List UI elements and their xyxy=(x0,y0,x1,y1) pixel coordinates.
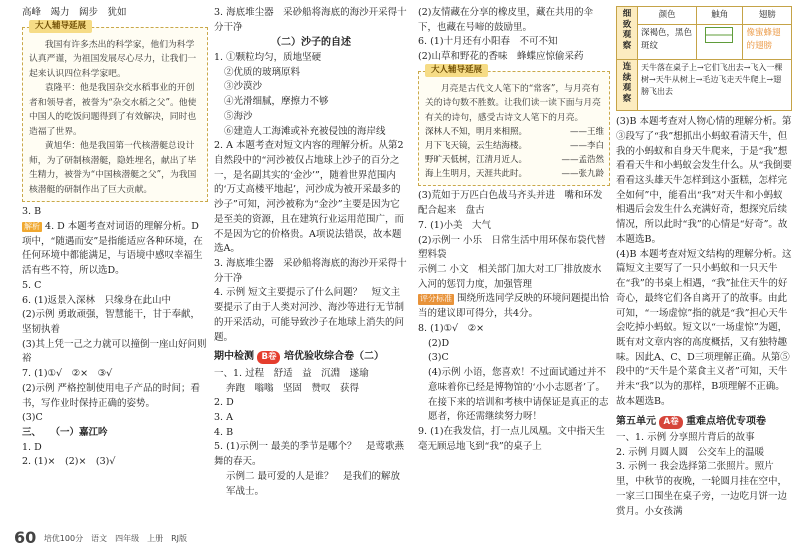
answer-line: 1. ①颗粒均匀，质地坚硬 xyxy=(214,51,322,63)
answer-line: ④光滑细腻，摩擦力不够 xyxy=(224,96,329,108)
answer-line: 6. (1)返景入深林 只缘身在此山中 xyxy=(22,294,172,306)
table-header: 翅膀 xyxy=(743,7,792,25)
analysis-tag: 解析 xyxy=(24,221,40,231)
answer-line: 4. B xyxy=(214,426,234,438)
footer-text: 培优100分 语文 四年级 上册 RJ版 xyxy=(43,534,187,544)
poem-text: 海上生明月，天涯共此时。 xyxy=(425,169,528,180)
scoring-text: 围绕所选同学反映的环境问题提出恰当的建议即可得分，共4分。 xyxy=(418,293,610,320)
answer-line: 6. (1)十月还有小阳春 不可不知 xyxy=(418,36,558,48)
poem-line xyxy=(425,167,604,181)
exam-level-pill: B卷 xyxy=(257,351,280,364)
exam-title xyxy=(214,349,408,365)
answer-line: 1. D xyxy=(22,441,42,453)
answer-line: ⑥建造人工海滩或补充被侵蚀的海岸线 xyxy=(224,125,386,137)
answer-line: (4)示例 小语，您喜欢！不过面试通过并不意味着你已经是博物馆的‘小小志愿者’了。在接下来的培训和考核中请保证是真正的志愿者，你还需继续努力呀！ xyxy=(428,367,609,423)
answer-line: 2. A 本题考查对短文内容的理解分析。从第2自然段中的“河沙被仅占地球上沙子的百分之一，是名副其实的‘金沙’”，随着世界范围内的‘万丈高楼平地起’，河沙成为被开采最多的沙子”可知，河沙被称为“金沙”主要是因为它是至美的资源，且在建筑行业运用范围广，而不是因为它的价格贵。A项说法错误，故本题选A。 xyxy=(214,140,405,255)
answer-line: (2)示例一 小乐 日常生活中用环保布袋代替塑料袋 xyxy=(418,234,606,261)
answer-line: 5. C xyxy=(22,279,42,291)
answer-line: 示例二 最可爱的人是谁？ 是我们的解放军战士。 xyxy=(226,470,401,497)
answer-line: ⑤海沙 xyxy=(224,110,253,122)
subsection-title: （二）沙子的自述 xyxy=(271,37,351,49)
poem-line xyxy=(425,139,604,153)
poem-text: 深林人不知，明月来相照。 xyxy=(425,127,528,138)
answer-text: 4. D 本题考查对词语的理解分析。D项中，“随遇而安”是指能适应各种环境，在任何环境中都能满足，与语境中感叹幸福生活有些不符，所以选D。 xyxy=(22,220,203,277)
section-heading: 三、 （一）嘉江吟 xyxy=(22,427,108,438)
column-1 xyxy=(22,4,208,533)
answer-line xyxy=(22,220,208,279)
answer-line: (2)山草和野花的香味 蜂蝶应惊偷采药 xyxy=(418,51,584,63)
table-header: 颜色 xyxy=(638,7,697,25)
answer-line: 3. 海底堆尘器 采砂船将海底的海沙开采得十分干净 xyxy=(214,7,407,33)
poem-text: 月下飞天镜，云生结海楼。 xyxy=(425,141,528,152)
answer-line: 一、1. 示例 分享照片背后的故事 xyxy=(616,432,755,444)
box-title: 大人辅导延展 xyxy=(29,20,92,33)
answer-line: (3)荒如于万匹白色战马齐头并进 嘴和环发配合起来 盘古 xyxy=(418,190,603,217)
answer-line: 8. (1)①√ ②× xyxy=(418,322,485,334)
answer-line: 5. (1)示例一 最美的季节是哪个？ 是莺歌燕舞的春天。 xyxy=(214,441,405,468)
table-side-header: 细致观察 xyxy=(617,7,638,60)
box-paragraph: 我国有许多杰出的科学家，他们为科学认真严谨，为祖国发展尽心尽力，让我们一起来认识四位科学家吧。 xyxy=(29,39,197,79)
unit-level-pill: A卷 xyxy=(659,416,682,429)
column-3 xyxy=(418,4,610,533)
box-title: 大人辅导延展 xyxy=(425,64,488,77)
tutor-extension-box xyxy=(22,20,208,203)
answer-line: (2)示例 勇敢顽强，智慧能干，甘于奉献，坚韧执着 xyxy=(22,309,200,335)
answer-line xyxy=(418,292,610,321)
box-paragraph: 月亮是古代文人笔下的“常客”，与月亮有关的诗句数不胜数。让我们读一读下面与月亮有关的诗句，感受古诗文人笔下的月亮。 xyxy=(425,83,601,123)
answer-line: (3)C xyxy=(22,412,43,424)
poem-author: ——孟浩然 xyxy=(561,155,604,166)
answer-line: 一、1. 过程 舒适 益 沉淵 遂瑜 xyxy=(214,367,369,379)
answer-line: 4. 示例 短文主要提示了什么问题？ 短文主要提示了由于人类对河沙、海沙等进行无节制的开采活动，可能导致沙子在地球上消失的问题。 xyxy=(214,287,405,343)
page-footer xyxy=(14,526,187,551)
answer-line: 7. (1)小美 大气 xyxy=(418,219,492,231)
answer-line: 3. B xyxy=(22,206,42,218)
box-paragraph: 黄旭华：他是我国第一代核潜艇总设计师，为了研制核潜艇，隐姓埋名，献出了毕生精力，被誉为“中国核潜艇之父”，为我国核潜艇的研制作出了巨大贡献。 xyxy=(29,141,197,195)
answer-line: 3. A xyxy=(214,411,233,423)
answer-line: 3. 海底堆尘器 采砂船将海底的海沙开采得十分干净 xyxy=(214,258,407,284)
table-cell-antenna xyxy=(697,25,743,60)
answer-line: 2. (1)× (2)× (3)√ xyxy=(22,456,116,468)
answer-line: (2)示例 严格控制使用电子产品的时间；看书，写作业时保持正确的姿势。 xyxy=(22,382,200,409)
poem-author: ——李白 xyxy=(569,141,604,152)
unit-title xyxy=(616,414,792,430)
answer-line: (2)友情藏在分享的橡皮里，藏在共用的伞下，也藏在号啼的鼓励里。 xyxy=(418,7,593,33)
answer-line: 7. (1)①√ ②× ③√ xyxy=(22,368,113,380)
answer-line: ③沙漠沙 xyxy=(224,81,263,93)
poem-text: 野旷天低树，江清月近人。 xyxy=(425,155,528,166)
poem-line xyxy=(425,153,604,167)
answer-line: (3)其上凭一己之力就可以撞倒一座山好问则裕 xyxy=(22,338,207,365)
column-2 xyxy=(214,4,408,533)
column-4 xyxy=(616,4,792,533)
box-paragraph: 袁隆平：他是我国杂交水稻事业的开创者和领导者，被誉为“杂交水稻之父”。他使中国人的吃饭问题得到了有效解决，同时也造福了世界。 xyxy=(29,83,197,137)
answer-line: 2. D xyxy=(214,397,234,409)
vocab-line: 高峰 竭力 阔步 犹如 xyxy=(22,7,127,18)
exam-subtitle: 培优验收综合卷（二） xyxy=(283,351,384,363)
answer-line: ②优质的玻璃原料 xyxy=(224,66,301,78)
poem-line xyxy=(425,125,604,139)
answer-line: 2. 示例 月圆人圆 公交车上的温暖 xyxy=(616,446,765,458)
antenna-drawing xyxy=(705,27,733,43)
answer-line: (4)B 本题考查对短文结构的理解分析。这篇短文主要写了一只小蚂蚁和一只天牛在“我”的书桌上相遇，“我”扯住天牛的好奇心，最终它们各自离开了的故事。由此可知，“一场虚惊”指的就是“我”担心天牛会吃掉小蚂蚁。短文以“一场虚惊”为题，既有对文章内容的高度概括，又有独特趣味。因此A、C、D三项理解正确。从第⑤段中的“天牛是个菜食主义者”可知，天牛并未“我”以为的那样，B项理解不正确。故本题选B。 xyxy=(616,248,792,407)
poem-author: ——王维 xyxy=(569,127,604,138)
unit-subtitle: 重难点培优专项卷 xyxy=(686,415,767,427)
table-cell: 像蜜蜂翅的翅膀 xyxy=(743,25,792,60)
poem-author: ——张九龄 xyxy=(561,169,604,180)
answer-line: (3)C xyxy=(428,352,449,364)
table-cell: 天牛落在桌子上→它们飞出去→飞入一棵树→天牛从树上→毛边飞走天牛爬上→翅膀飞出去 xyxy=(638,60,792,111)
answer-line: 3. 示例一 我会选择第二张照片。照片里，中秋节的夜晚，一轮圆月挂在空中，一家三口围坐在桌子旁，一边吃月饼一边赏月。小女孩满 xyxy=(616,461,788,517)
unit-title-text: 第五单元 xyxy=(616,415,656,427)
answer-line: 9. (1)在我发信，打一点儿凤凰。文中指天生毫无顾忌地飞到“我”的桌子上 xyxy=(418,425,606,452)
table-side-header: 连续观察 xyxy=(617,60,638,111)
scoring-tag: 评分标准 xyxy=(420,294,452,304)
answer-line: (3)B 本题考查对人物心情的理解分析。第③段写了“我”想抓出小蚂蚁看清天牛，但我的小蚂蚁和自身天牛爬来，于是“我”想看看天牛和小蚂蚁会发生什么。从“我倒要看看这头雄天牛怎样到这小蛋糕，怎样完全如何”中，能看出“我”对天牛和小蚂蚁相遇后会发生什么充满好奇，想探究后续情况，所以此时“我”的心情是“好奇”。故本题选B。 xyxy=(616,116,792,245)
answer-line: (2)D xyxy=(428,337,450,349)
tutor-extension-box xyxy=(418,64,610,187)
page-number: 60 xyxy=(14,528,37,548)
table-cell: 深褐色，黑色斑纹 xyxy=(638,25,697,60)
observation-table xyxy=(616,6,792,111)
answer-line: 奔跑 嗡嗡 坚固 赞叹 获得 xyxy=(226,382,360,394)
answer-line: 示例二 小文 相关部门加大对工厂排放废水入河的惩罚力度，加强管理 xyxy=(418,264,602,290)
table-header: 触角 xyxy=(697,7,743,25)
exam-title-text: 期中检测 xyxy=(214,351,254,363)
